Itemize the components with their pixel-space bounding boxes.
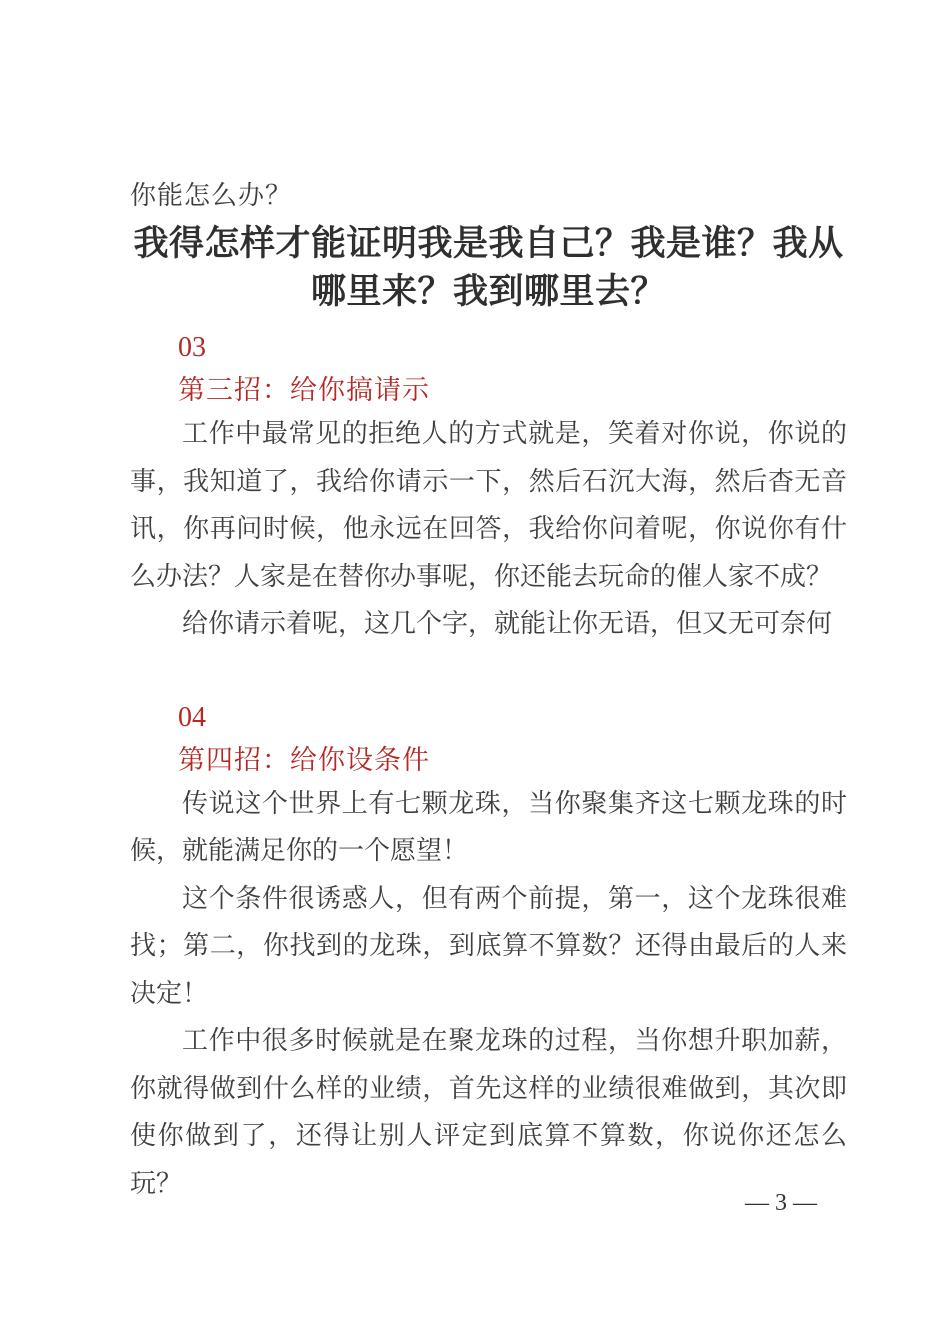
section-title: 第三招：给你搞请示: [178, 375, 430, 405]
document-headline: 我得怎样才能证明我是我自己？我是谁？我从哪里来？我到哪里去？: [133, 224, 844, 311]
page-number: — 3 —: [745, 1190, 817, 1216]
body-paragraph: 这个条件很诱惑人，但有两个前提，第一，这个龙珠很难找；第二，你找到的龙珠，到底算不算数？还得由最后的人来决定！: [130, 883, 847, 1008]
document-content: [130, 180, 847, 1207]
paragraph-continuation: 你能怎么办？: [130, 181, 293, 210]
section-04: [130, 698, 847, 1208]
section-title: 第四招：给你设条件: [178, 744, 430, 775]
section-number: 04: [178, 701, 206, 733]
section-number: 03: [178, 332, 206, 363]
body-paragraph: 给你请示着呢，这几个字，就能让你无语，但又无可奈何: [182, 609, 833, 638]
body-paragraph: 工作中最常见的拒绝人的方式就是，笑着对你说，你说的事，我知道了，我给你请示一下，然后石沉大海，然后杳无音讯，你再问时候，他永远在回答，我给你问着呢，你说你有什么办法？人家是在替你办事呢，你还能去玩命的催人家不成？: [130, 419, 847, 591]
section-03: [130, 328, 847, 648]
body-paragraph: 工作中很多时候就是在聚龙珠的过程，当你想升职加薪，你就得做到什么样的业绩，首先这样的业绩很难做到，其次即使你做到了，还得让别人评定到底算不算数，你说你还怎么玩？: [130, 1026, 847, 1198]
body-paragraph: 传说这个世界上有七颗龙珠，当你聚集齐这七颗龙珠的时候，就能满足你的一个愿望！: [130, 788, 847, 865]
